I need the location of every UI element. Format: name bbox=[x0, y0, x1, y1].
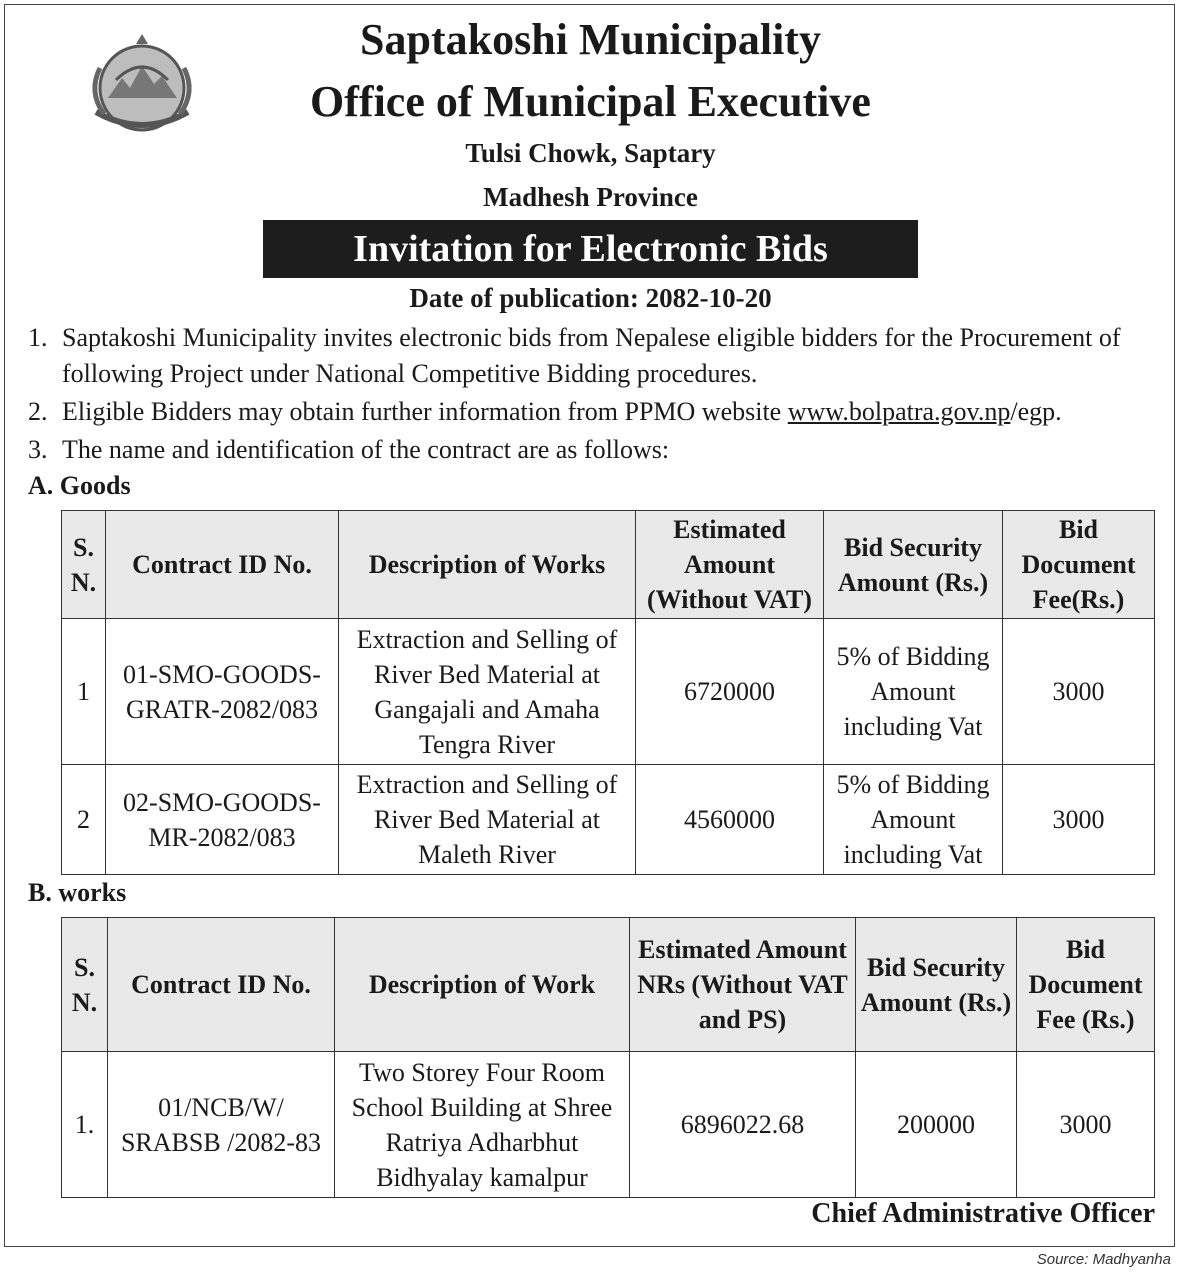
column-header: Description of Works bbox=[339, 511, 636, 619]
goods-table bbox=[61, 510, 1155, 875]
table-row: 1. 01/NCB/W/ SRABSB /2082-83 Two Storey Four Room School Building at Shree Ratriya Adharbhut Bidhyalay kamalpur 6896022.68 200000 3000 bbox=[62, 1052, 1155, 1198]
table-row: 1 01-SMO-GOODS-GRATR-2082/083 Extraction and Selling of River Bed Material at Gangajali and Amaha Tengra River 6720000 5% of Bidding Amount including Vat 3000 bbox=[62, 619, 1155, 765]
column-header: Estimated Amount NRs (Without VAT and PS) bbox=[630, 918, 856, 1052]
column-header: Estimated Amount (Without VAT) bbox=[636, 511, 824, 619]
ppmo-website-link[interactable]: www.bolpatra.gov.np bbox=[787, 397, 1011, 426]
works-heading: B. works bbox=[28, 878, 127, 907]
signatory: Chief Administrative Officer bbox=[811, 1198, 1155, 1229]
column-header: Contract ID No. bbox=[106, 511, 339, 619]
works-table bbox=[61, 917, 1155, 1198]
source-credit: Source: Madhyanha bbox=[1036, 1251, 1171, 1268]
goods-header-row bbox=[62, 511, 1155, 619]
column-header: Bid Security Amount (Rs.) bbox=[824, 511, 1003, 619]
goods-heading: A. Goods bbox=[28, 471, 131, 500]
column-header: Description of Work bbox=[335, 918, 630, 1052]
table-row: 2 02-SMO-GOODS-MR-2082/083 Extraction and Selling of River Bed Material at Maleth River 4560000 5% of Bidding Amount including Vat 3000 bbox=[62, 765, 1155, 875]
column-header: Bid Security Amount (Rs.) bbox=[856, 918, 1017, 1052]
office-title: Office of Municipal Executive bbox=[310, 77, 871, 126]
notice-banner: Invitation for Electronic Bids bbox=[263, 220, 918, 278]
publication-date: Date of publication: 2082-10-20 bbox=[409, 283, 772, 313]
works-header-row bbox=[62, 918, 1155, 1052]
column-header: S. N. bbox=[62, 511, 106, 619]
municipality-title: Saptakoshi Municipality bbox=[360, 15, 821, 64]
column-header: S. N. bbox=[62, 918, 108, 1052]
column-header: Contract ID No. bbox=[108, 918, 335, 1052]
address: Tulsi Chowk, Saptary bbox=[465, 138, 716, 168]
province: Madhesh Province bbox=[483, 182, 698, 212]
column-header: Bid Document Fee(Rs.) bbox=[1003, 511, 1155, 619]
column-header: Bid Document Fee (Rs.) bbox=[1017, 918, 1155, 1052]
